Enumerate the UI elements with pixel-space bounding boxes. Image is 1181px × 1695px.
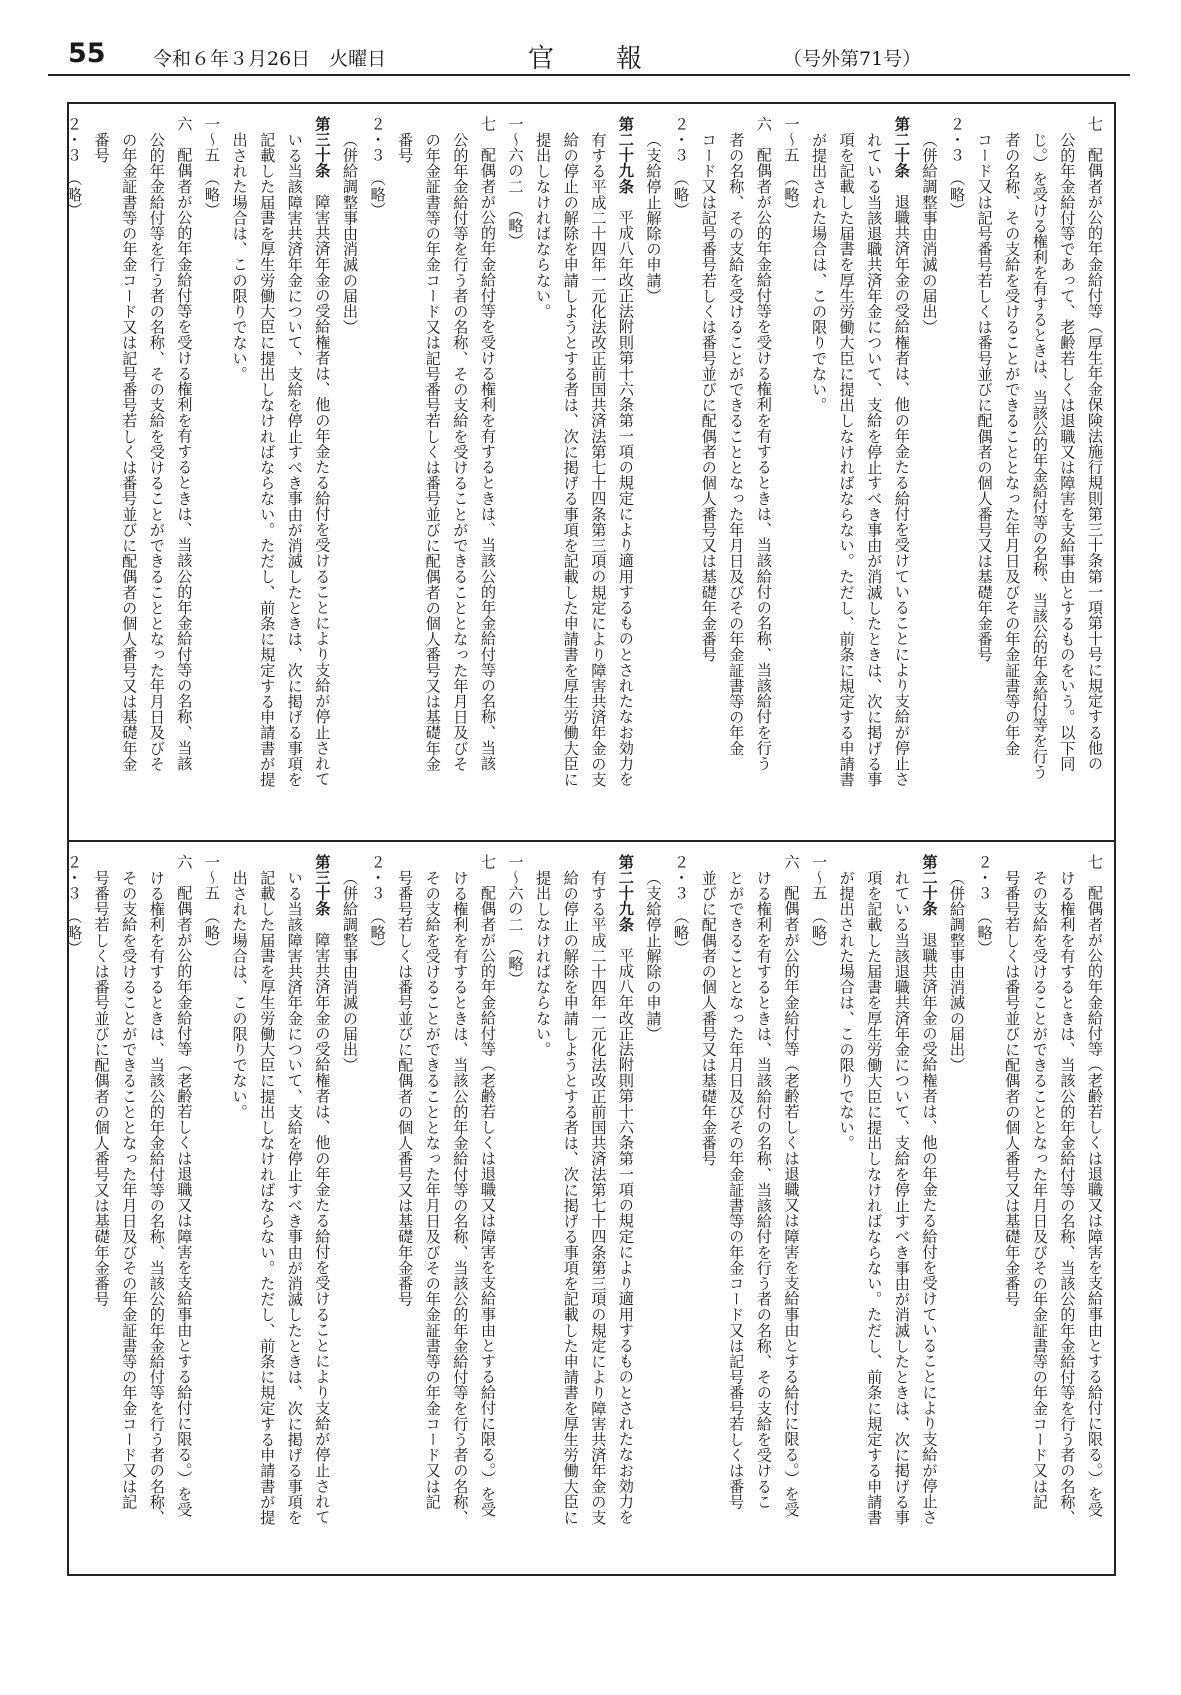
lower-text-line: ２・３ （略） <box>65 854 84 956</box>
lower-text-line: （併給調整事由消滅の届出） <box>340 870 359 1073</box>
lower-text-line: 出された場合は、この限りでない。 <box>230 870 249 1120</box>
upper-text-line: コード又は記号番号若しくは番号並びに配偶者の個人番号又は基礎年金番号 <box>975 132 994 663</box>
lower-text-line: 六 配偶者が公的年金給付等（老齢若しくは退職又は障害を支給事由とする給付に限る。）を受 <box>175 854 194 1518</box>
comparison-table <box>67 102 1116 1576</box>
upper-text-line <box>308 116 336 830</box>
lower-text-line: 提出しなければならない。 <box>534 870 553 1058</box>
revised-text <box>65 114 1108 830</box>
current-text-panel <box>65 852 1108 1564</box>
upper-text-line <box>887 116 915 830</box>
issue-number: （号外第71号） <box>783 48 922 70</box>
upper-text-line: ２・３ （略） <box>65 116 84 218</box>
upper-text-line: 公的年金給付等を行う者の名称、その支給を受けることができることとなった年月日及びそ <box>147 132 166 772</box>
article-heading: 第二十九条 <box>616 116 635 194</box>
lower-text-line: 一～五 （略） <box>203 854 221 956</box>
upper-text-line: ２・３ （略） <box>672 116 691 218</box>
upper-text-line: （併給調整事由消滅の届出） <box>920 132 939 335</box>
upper-text-line: 者の名称、その支給を受けることができることとなった年月日及びその年金証書等の年金 <box>1003 132 1022 756</box>
lower-text-line: 項を記載した届書を厚生労働大臣に提出しなければならない。ただし、前条に規定する申請書 <box>865 870 884 1526</box>
lower-text-line: （支給停止解除の申請） <box>644 870 663 1042</box>
upper-text-line: じ。）を受ける権利を有するときは、当該公的年金給付等の名称、当該公的年金給付等を行う <box>1030 132 1049 780</box>
upper-text-line: の年金証書等の年金コード又は記号番号若しくは番号並びに配偶者の個人番号又は基礎年金 <box>423 132 442 772</box>
upper-text-line: コード又は記号番号若しくは番号並びに配偶者の個人番号又は基礎年金番号 <box>699 132 718 663</box>
lower-text-line: 七 配偶者が公的年金給付等（老齢若しくは退職又は障害を支給事由とする給付に限る。）を受 <box>1086 854 1104 1518</box>
upper-text-line: れている当該退職共済年金について、支給を停止すべき事由が消滅したときは、次に掲げる事 <box>865 132 884 788</box>
lower-text-line: 七 配偶者が公的年金給付等（老齢若しくは退職又は障害を支給事由とする給付に限る。）を受 <box>478 854 497 1518</box>
current-text <box>65 852 1108 1564</box>
article-body: 平成八年改正法附則第十六条第一項の規定により適用するものとされたなお効力を <box>616 194 635 787</box>
lower-text-line <box>308 854 336 1564</box>
upper-text-line: が提出された場合は、この限りでない。 <box>810 132 829 413</box>
issue-date: 令和６年３月26日 火曜日 <box>153 48 387 70</box>
lower-text-line: ２・３ （略） <box>368 854 387 956</box>
upper-text-line: 公的年金給付等であって、老齢若しくは退職又は障害を支給事由とするものをいう。以下同 <box>1058 132 1077 772</box>
article-heading: 第三十条 <box>313 116 332 179</box>
upper-text-line: 提出しなければならない。 <box>534 132 553 320</box>
lower-text-line: 記載した届書を厚生労働大臣に提出しなければならない。ただし、前条に規定する申請書が提 <box>258 870 277 1526</box>
upper-text-line: 六 配偶者が公的年金給付等を受ける権利を有するときは、当該公的年金給付等の名称、当該 <box>175 116 194 772</box>
upper-text-line: 記載した届書を厚生労働大臣に提出しなければならない。ただし、前条に規定する申請書が提 <box>258 132 277 788</box>
lower-text-line: 並びに配偶者の個人番号又は基礎年金番号 <box>699 870 718 1167</box>
article-heading: 第二十九条 <box>616 854 635 932</box>
lower-text-line: その支給を受けることができることとなった年月日及びその年金証書等の年金コード又は記 <box>120 870 139 1510</box>
lower-text-line: ２・３ （略） <box>975 854 994 956</box>
panel-divider <box>69 840 1114 842</box>
lower-text-line: その支給を受けることができることとなった年月日及びその年金証書等の年金コード又は記 <box>423 870 442 1510</box>
article-body: 平成八年改正法附則第十六条第一項の規定により適用するものとされたなお効力を <box>616 932 635 1525</box>
upper-text-line: 番号 <box>396 132 415 164</box>
article-body: 退職共済年金の受給権者は、他の年金たる給付を受けていることにより支給が停止さ <box>892 178 911 787</box>
upper-text-line: 給の停止の解除を申請しようとする者は、次に掲げる事項を記載した申請書を厚生労働大臣に <box>561 132 580 788</box>
upper-text-line: 出された場合は、この限りでない。 <box>230 132 249 382</box>
lower-text-line: いる当該障害共済年金について、支給を停止すべき事由が消滅したときは、次に掲げる事項を <box>285 870 304 1526</box>
upper-text-line: の年金証書等の年金コード又は記号番号若しくは番号並びに配偶者の個人番号又は基礎年金 <box>120 132 139 772</box>
article-heading: 第二十条 <box>892 116 911 179</box>
lower-text-line: 給の停止の解除を申請しようとする者は、次に掲げる事項を記載した申請書を厚生労働大臣に <box>561 870 580 1526</box>
article-heading: 第二十条 <box>920 854 939 917</box>
article-body: 障害共済年金の受給権者は、他の年金たる給付を受けることにより支給が停止されて <box>313 916 332 1525</box>
lower-text-line: 一～六の二 （略） <box>506 854 525 987</box>
upper-text-line: 有する平成二十四年一元化法改正前国共済法第七十四条第三項の規定により障害共済年金の支 <box>589 132 608 788</box>
lower-text-line: 号番号若しくは番号並びに配偶者の個人番号又は基礎年金番号 <box>396 870 415 1307</box>
lower-text-line: 号番号若しくは番号並びに配偶者の個人番号又は基礎年金番号 <box>92 870 111 1307</box>
lower-text-line: が提出された場合は、この限りでない。 <box>837 870 856 1151</box>
lower-text-line: ける権利を有するときは、当該公的年金給付等の名称、当該公的年金給付等を行う者の名称、 <box>451 870 470 1526</box>
upper-text-line: 番号 <box>92 132 111 164</box>
page-header <box>48 38 1130 76</box>
article-heading: 第三十条 <box>313 854 332 917</box>
revised-text-panel <box>65 114 1108 830</box>
lower-text-line: ける権利を有するときは、当該公的年金給付等の名称、当該公的年金給付等を行う者の名称、 <box>1058 870 1077 1526</box>
lower-text-line: 六 配偶者が公的年金給付等（老齢若しくは退職又は障害を支給事由とする給付に限る。）を受 <box>782 854 801 1518</box>
lower-text-line <box>611 854 639 1564</box>
lower-text-line: ける権利を有するときは、当該公的年金給付等の名称、当該公的年金給付等を行う者の名称、 <box>147 870 166 1526</box>
lower-text-line: 一～五 （略） <box>810 854 829 956</box>
lower-text-line: 号番号若しくは番号並びに配偶者の個人番号又は基礎年金番号 <box>1003 870 1022 1307</box>
upper-text-line: 一～五 （略） <box>203 116 221 218</box>
upper-text-line: ２・３ （略） <box>948 116 967 218</box>
lower-text-line: ２・３ （略） <box>672 854 691 956</box>
upper-text-line: 一～六の二 （略） <box>506 116 525 249</box>
upper-text-line: ２・３ （略） <box>368 116 387 218</box>
upper-text-line: いる当該障害共済年金について、支給を停止すべき事由が消滅したときは、次に掲げる事項を <box>285 132 304 788</box>
upper-text-line <box>611 116 639 830</box>
upper-text-line: 者の名称、その支給を受けることができることとなった年月日及びその年金証書等の年金 <box>727 132 746 756</box>
upper-text-line: 項を記載した届書を厚生労働大臣に提出しなければならない。ただし、前条に規定する申請書 <box>837 132 856 788</box>
upper-text-line: 七 配偶者が公的年金給付等（厚生年金保険法施行規則第三十条第一項第十号に規定する他の <box>1086 116 1104 772</box>
lower-text-line <box>915 854 943 1564</box>
lower-text-line: れている当該退職共済年金について、支給を停止すべき事由が消滅したときは、次に掲げる事 <box>892 870 911 1526</box>
article-body: 退職共済年金の受給権者は、他の年金たる給付を受けていることにより支給が停止さ <box>920 916 939 1525</box>
lower-text-line: その支給を受けることができることとなった年月日及びその年金証書等の年金コード又は記 <box>1030 870 1049 1510</box>
page-number: 55 <box>68 38 106 69</box>
lower-text-line: ける権利を有するときは、当該給付の名称、当該給付を行う者の名称、その支給を受けるこ <box>754 870 773 1510</box>
upper-text-line: 七 配偶者が公的年金給付等を受ける権利を有するときは、当該公的年金給付等の名称、当該 <box>478 116 497 772</box>
gazette-title: 官報 <box>528 44 705 74</box>
upper-text-line: （支給停止解除の申請） <box>644 132 663 304</box>
upper-text-line: 一～五 （略） <box>782 116 801 218</box>
article-body: 障害共済年金の受給権者は、他の年金たる給付を受けることにより支給が停止されて <box>313 178 332 787</box>
upper-text-line: （併給調整事由消滅の届出） <box>340 132 359 335</box>
upper-text-line: 六 配偶者が公的年金給付等を受ける権利を有するときは、当該給付の名称、当該給付を行う <box>754 116 773 772</box>
lower-text-line: （併給調整事由消滅の届出） <box>948 870 967 1073</box>
lower-text-line: 有する平成二十四年一元化法改正前国共済法第七十四条第三項の規定により障害共済年金の支 <box>589 870 608 1526</box>
lower-text-line: とができることとなった年月日及びその年金証書等の年金コード又は記号番号若しくは番号 <box>727 870 746 1510</box>
upper-text-line: 公的年金給付等を行う者の名称、その支給を受けることができることとなった年月日及びそ <box>451 132 470 772</box>
